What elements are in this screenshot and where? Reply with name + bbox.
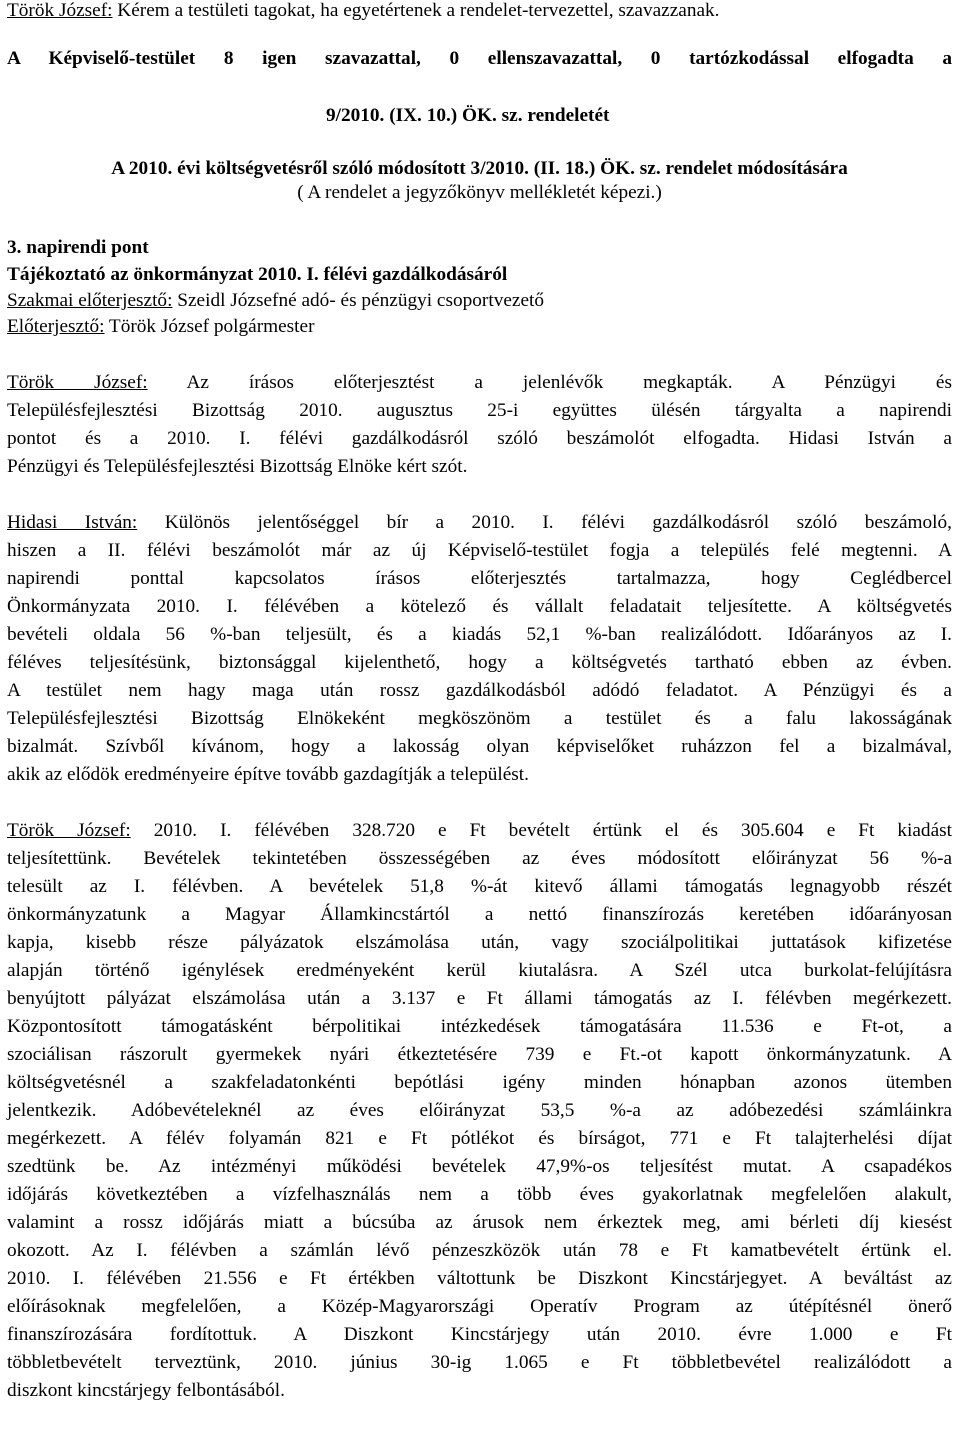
line-text: féléves teljesítésünk, biztonsággal kijelenthető, hogy a költségvetés tartható ebben az évben. — [7, 652, 952, 673]
line-text: Önkormányzata 2010. I. félévében a kötelező és vállalt feladatait teljesítette. A költségvetés — [7, 596, 952, 617]
paragraph-3-line-3 — [7, 874, 952, 900]
vote-result-line — [7, 46, 952, 72]
paragraph-2-line-4 — [7, 594, 952, 620]
line-text: Településfejlesztési Bizottság Elnökeként megköszönöm a testület és a falu lakosságának — [7, 708, 952, 729]
paragraph-3-line-1 — [7, 818, 952, 844]
line-text: önkormányzatunk a Magyar Államkincstártól a nettó finanszírozás keretében időarányosan — [7, 904, 952, 925]
paragraph-3-line-9 — [7, 1042, 952, 1068]
line-text: 9/2010. (IX. 10.) ÖK. sz. rendeletét — [326, 105, 610, 126]
paragraph-2-line-2 — [7, 538, 952, 564]
decree-title — [7, 156, 952, 182]
paragraph-3-line-21 — [7, 1378, 952, 1404]
speaker-label: Szakmai előterjesztő: — [7, 290, 173, 311]
paragraph-2-line-10 — [7, 762, 952, 788]
line-text: A testület nem hagy maga után rossz gazdálkodásból adódó feladatot. A Pénzügyi és a — [7, 680, 952, 701]
paragraph-3-line-7 — [7, 986, 952, 1012]
paragraph-3-line-17 — [7, 1266, 952, 1292]
paragraph-3-line-8 — [7, 1014, 952, 1040]
paragraph-2-line-1 — [7, 510, 952, 536]
line-0 — [7, 0, 952, 24]
paragraph-1-line-2 — [7, 398, 952, 424]
paragraph-1-line-1 — [7, 370, 952, 396]
line-text: megérkezett. A félév folyamán 821 e Ft pótlékot és bírságot, 771 e Ft talajterhelési díjat — [7, 1128, 952, 1149]
line-text: napirendi ponttal kapcsolatos írásos előterjesztés tartalmazza, hogy Ceglédbercel — [7, 568, 952, 589]
paragraph-2-line-9 — [7, 734, 952, 760]
line-text: A Képviselő-testület 8 igen szavazattal, 0 ellenszavazattal, 0 tartózkodással elfogadta a — [7, 48, 952, 69]
paragraph-3-line-5 — [7, 930, 952, 956]
paragraph-2-line-3 — [7, 566, 952, 592]
line-text: Pénzügyi és Településfejlesztési Bizottság Elnöke kért szót. — [7, 456, 468, 477]
line-text: benyújtott pályázat elszámolása után a 3.137 e Ft állami támogatás az I. félévben megérkezett. — [7, 988, 952, 1009]
professional-presenter — [7, 288, 952, 314]
line-text: alapján történő igénylések eredményeként kerül kiutalásra. A Szél utca burkolat-felújításra — [7, 960, 952, 981]
line-text: telesült az I. félévben. A bevételek 51,8 %-át kitevő állami támogatás legnagyobb részét — [7, 876, 952, 897]
line-text: 3. napirendi pont — [7, 237, 149, 258]
line-text: Településfejlesztési Bizottság 2010. augusztus 25-i együttes ülésén tárgyalta a napirendi — [7, 400, 952, 421]
line-text: bizalmát. Szívből kívánom, hogy a lakosság olyan képviselőket ruházzon fel a bizalmával, — [7, 736, 952, 757]
paragraph-3-line-18 — [7, 1294, 952, 1320]
paragraph-3-line-20 — [7, 1350, 952, 1376]
presenter — [7, 314, 952, 340]
line-text: kapja, kisebb része pályázatok elszámolása után, vagy szociálpolitikai juttatások kifizetése — [7, 932, 952, 953]
paragraph-3-line-14 — [7, 1182, 952, 1208]
line-text: 2010. I. félévében 328.720 e Ft bevételt értünk el és 305.604 e Ft kiadást — [130, 820, 952, 841]
line-text: költségvetésnél a szakfeladatonkénti bepótlási igény minden hónapban azonos ütemben — [7, 1072, 952, 1093]
line-text: ( A rendelet a jegyzőkönyv mellékletét képezi.) — [297, 182, 662, 203]
paragraph-3-line-10 — [7, 1070, 952, 1096]
line-text: Kérem a testületi tagokat, ha egyetértenek a rendelet-tervezettel, szavazzanak. — [112, 0, 720, 21]
line-text: teljesítettünk. Bevételek tekintetében összességében az éves módosított előirányzat 56 %-a — [7, 848, 952, 869]
line-text: Tájékoztató az önkormányzat 2010. I. félévi gazdálkodásáról — [7, 264, 508, 285]
paragraph-3-line-4 — [7, 902, 952, 928]
speaker-label: Török József: — [7, 372, 148, 393]
speaker-label: Török József: — [7, 820, 131, 841]
speaker-label: Előterjesztő: — [7, 316, 105, 337]
speaker-label: Török József: — [7, 0, 113, 21]
line-text: Szeidl Józsefné adó- és pénzügyi csoportvezető — [172, 290, 545, 311]
paragraph-3-line-19 — [7, 1322, 952, 1348]
paragraph-2-line-8 — [7, 706, 952, 732]
line-text: szociálisan rászorult gyermekek nyári étkeztetésére 739 e Ft.-ot kapott önkormányzatunk. A — [7, 1044, 952, 1065]
line-text: időjárás következtében a vízfelhasználás nem a több éves gyakorlatnak megfelelően alakult, — [7, 1184, 952, 1205]
line-text: jelentkezik. Adóbevételeknél az éves előirányzat 53,5 %-a az adóbezedési számláinkra — [7, 1100, 952, 1121]
decree-number — [326, 103, 609, 129]
agenda-item-number — [7, 235, 952, 261]
paragraph-3-line-12 — [7, 1126, 952, 1152]
paragraph-3-line-11 — [7, 1098, 952, 1124]
line-text: 2010. I. félévében 21.556 e Ft értékben váltottunk be Diszkont Kincstárjegyet. A beváltást az — [7, 1268, 952, 1289]
speaker-label: Hidasi István: — [7, 512, 138, 533]
line-text: finanszírozására fordítottuk. A Diszkont Kincstárjegy után 2010. évre 1.000 e Ft — [7, 1324, 952, 1345]
paragraph-3-line-16 — [7, 1238, 952, 1264]
line-text: A 2010. évi költségvetésről szóló módosított 3/2010. (II. 18.) ÖK. sz. rendelet módosítására — [111, 158, 848, 179]
line-text: Török József polgármester — [104, 316, 315, 337]
paragraph-3-line-13 — [7, 1154, 952, 1180]
line-text: hiszen a II. félévi beszámolót már az új Képviselő-testület fogja a település felé megtenni. A — [7, 540, 952, 561]
agenda-item-title — [7, 262, 952, 288]
line-text: diszkont kincstárjegy felbontásából. — [7, 1380, 285, 1401]
line-text: többletbevételt terveztünk, 2010. június 30-ig 1.065 e Ft többletbevétel realizálódott a — [7, 1352, 952, 1373]
paragraph-2-line-6 — [7, 650, 952, 676]
line-text: Különös jelentőséggel bír a 2010. I. félévi gazdálkodásról szóló beszámoló, — [137, 512, 952, 533]
line-text: akik az elődök eredményeire építve tovább gazdagítják a települést. — [7, 764, 529, 785]
line-text: pontot és a 2010. I. félévi gazdálkodásról szóló beszámolót elfogadta. Hidasi István a — [7, 428, 952, 449]
line-text: Központosított támogatásként bérpolitikai intézkedések támogatására 11.536 e Ft-ot, a — [7, 1016, 952, 1037]
line-text: szedtünk be. Az intézményi működési bevételek 47,9%-os teljesítést mutat. A csapadékos — [7, 1156, 952, 1177]
paragraph-3-line-6 — [7, 958, 952, 984]
line-text: Az írásos előterjesztést a jelenlévők megkapták. A Pénzügyi és — [147, 372, 952, 393]
paragraph-3-line-2 — [7, 846, 952, 872]
line-text: okozott. Az I. félévben a számlán lévő pénzeszközök után 78 e Ft kamatbevételt értünk el. — [7, 1240, 952, 1261]
paragraph-2-line-5 — [7, 622, 952, 648]
decree-note — [7, 180, 952, 206]
line-text: előírásoknak megfelelően, a Közép-Magyarországi Operatív Program az útépítésnél önerő — [7, 1296, 952, 1317]
paragraph-1-line-3 — [7, 426, 952, 452]
line-text: valamint a rossz időjárás miatt a búcsúba az árusok nem érkeztek meg, ami bérleti díj kiesést — [7, 1212, 952, 1233]
paragraph-2-line-7 — [7, 678, 952, 704]
paragraph-1-line-4 — [7, 454, 952, 480]
paragraph-3-line-15 — [7, 1210, 952, 1236]
line-text: bevételi oldala 56 %-ban teljesült, és a kiadás 52,1 %-ban realizálódott. Időarányos az I. — [7, 624, 952, 645]
